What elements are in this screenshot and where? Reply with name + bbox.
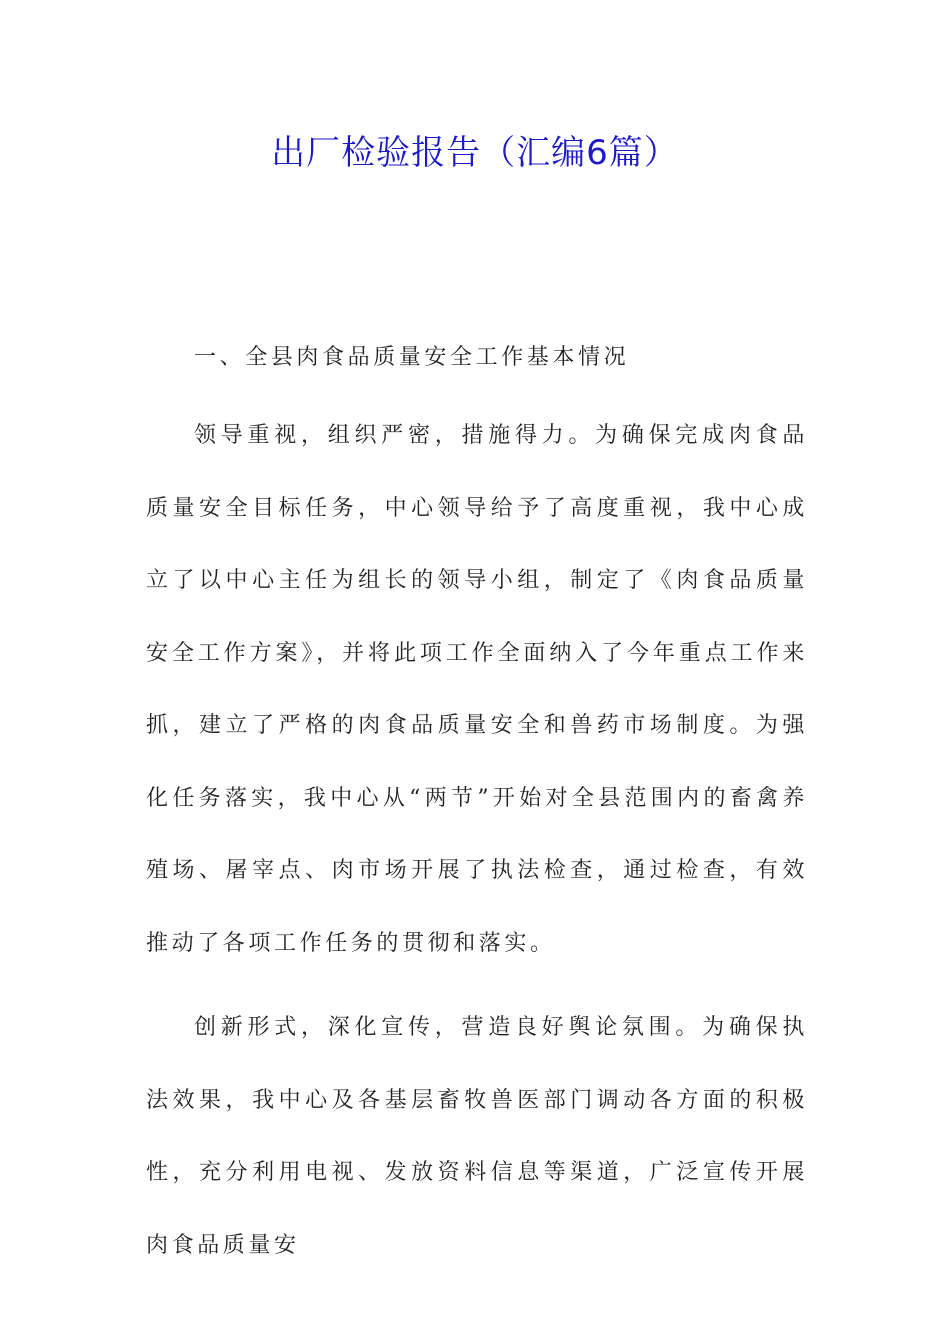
document-title: 出厂检验报告（汇编6篇） [271,133,679,173]
paragraph-leadership: 领导重视，组织严密，措施得力。为确保完成肉食品质量安全目标任务，中心领导给予了高度重视，我中心成立了以中心主任为组长的领导小组，制定了《肉食品质量安全工作方案》，并将此项工作全面纳入了今年重点工作来抓，建立了严格的肉食品质量安全和兽药市场制度。为强化任务落实，我中心从“两节”开始对全县范围内的畜禽养殖场、屠宰点、肉市场开展了执法检查，通过检查，有效推动了各项工作任务的贯彻和落实。 [146,423,808,956]
paragraph-publicity: 创新形式，深化宣传，营造良好舆论氛围。为确保执法效果，我中心及各基层畜牧兽医部门调动各方面的积极性，充分利用电视、发放资料信息等渠道，广泛宣传开展肉食品质量安 [146,1015,808,1258]
section-heading: 一、全县肉食品质量安全工作基本情况 [194,345,630,370]
